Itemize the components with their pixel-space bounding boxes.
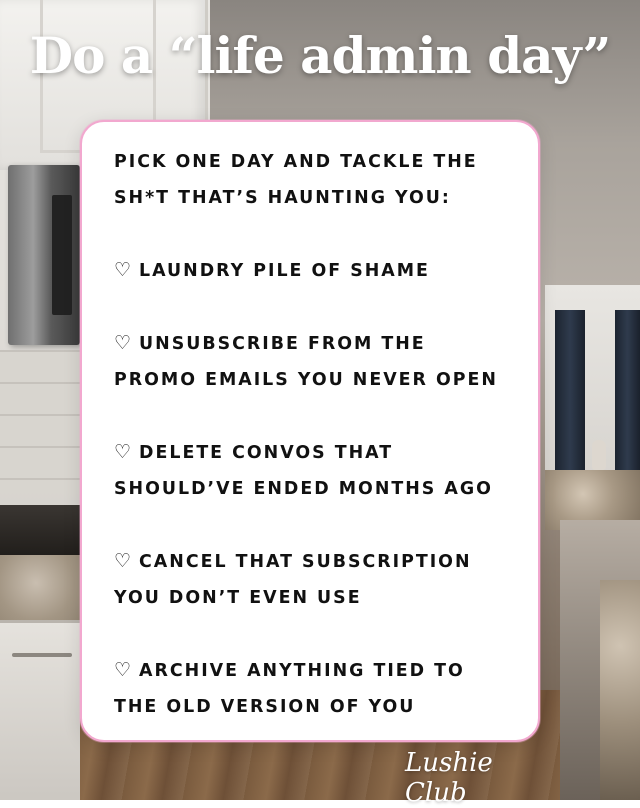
item-line-1: ARCHIVE ANYTHING TIED TO	[139, 661, 465, 681]
item-line-2: YOU DON’T EVEN USE	[114, 588, 362, 608]
brand-signature: Lushie Club	[405, 748, 493, 808]
heart-icon: ♡	[114, 259, 134, 281]
item-line-1: LAUNDRY PILE OF SHAME	[139, 261, 430, 281]
item-line-2: SHOULD’VE ENDED MONTHS AGO	[114, 479, 493, 499]
list-item-delete-convos	[114, 434, 538, 507]
tips-card	[80, 120, 540, 742]
curtain-left	[555, 310, 585, 485]
heart-icon: ♡	[114, 332, 134, 354]
card-intro	[114, 144, 538, 216]
heart-icon: ♡	[114, 441, 134, 463]
item-line-2: PROMO EMAILS YOU NEVER OPEN	[114, 370, 498, 390]
microwave	[8, 165, 80, 345]
intro-line-1: PICK ONE DAY AND TACKLE THE	[114, 152, 478, 172]
item-line-1: CANCEL THAT SUBSCRIPTION	[139, 552, 472, 572]
intro-line-2: SH*T THAT’S HAUNTING YOU:	[114, 188, 451, 208]
list-item-unsubscribe	[114, 325, 538, 398]
list-item-archive	[114, 652, 538, 725]
item-line-1: UNSUBSCRIBE FROM THE	[139, 334, 426, 354]
curtain-right	[615, 310, 640, 485]
headline: Do a “life admin day”	[29, 26, 611, 85]
vase	[592, 440, 606, 470]
item-line-1: DELETE CONVOS THAT	[139, 443, 394, 463]
list-item-laundry	[114, 252, 538, 289]
heart-icon: ♡	[114, 659, 134, 681]
list-item-cancel-subscription	[114, 543, 538, 616]
item-line-2: THE OLD VERSION OF YOU	[114, 697, 416, 717]
heart-icon: ♡	[114, 550, 134, 572]
right-countertop	[600, 580, 640, 800]
